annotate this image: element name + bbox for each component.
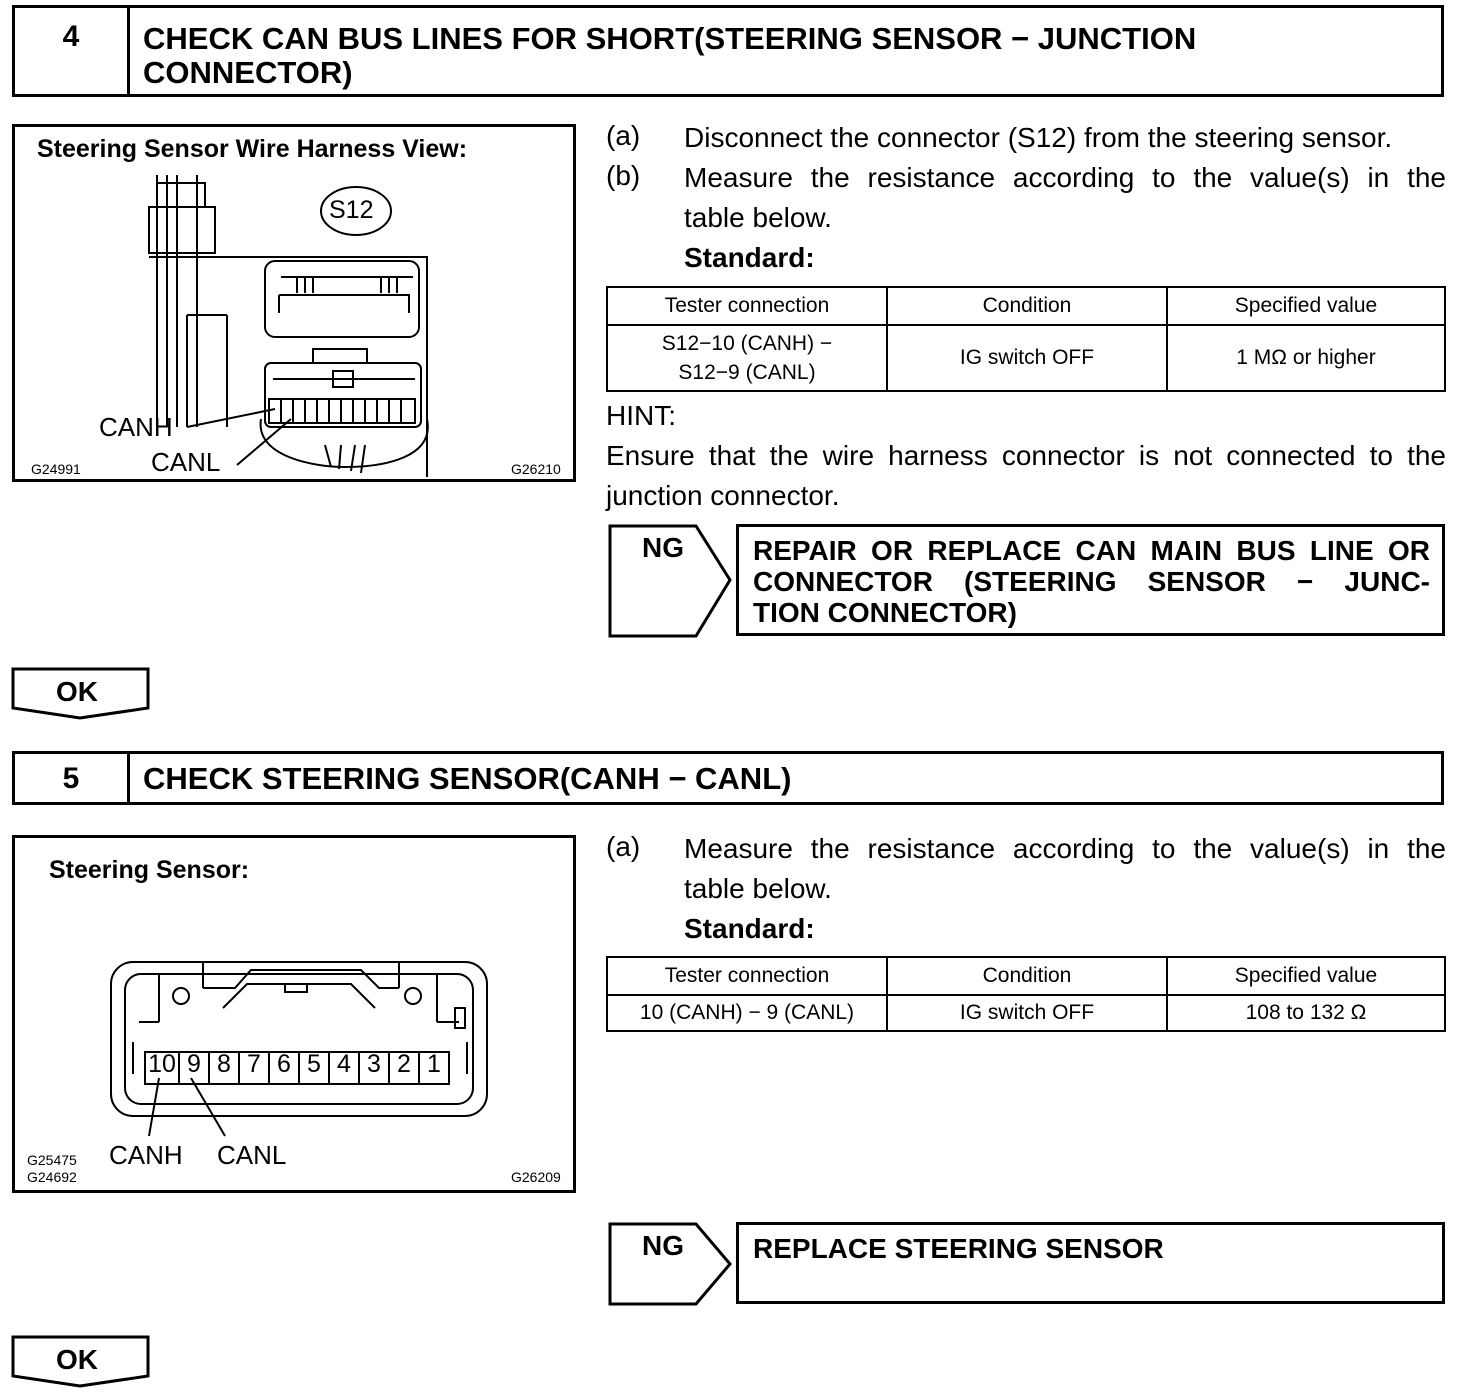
ok-label: OK xyxy=(56,1344,98,1375)
table-header: Condition xyxy=(887,957,1167,995)
step-a-text xyxy=(684,829,1446,909)
table-cell-value: 108 to 132 Ω xyxy=(1167,995,1445,1031)
ng-action-line: REPLACE STEERING SENSOR xyxy=(753,1233,1164,1264)
figure-code-right: G26209 xyxy=(511,1169,561,1185)
figure-code-left: G24692 xyxy=(27,1169,77,1185)
ng-action-box xyxy=(736,524,1445,636)
step-number: 5 xyxy=(15,754,130,802)
step-a-text: Disconnect the connector (S12) from the steering sensor. xyxy=(684,122,1393,153)
pin-number: 1 xyxy=(427,1050,441,1078)
step-title-line: CHECK CAN BUS LINES FOR SHORT(STEERING SENSOR − JUNCTION xyxy=(143,21,1197,56)
ng-action-box xyxy=(736,1222,1445,1304)
table-header-row xyxy=(607,287,1445,325)
step-b-line: table below. xyxy=(684,202,832,233)
pin-number: 5 xyxy=(307,1050,321,1078)
step-title-line: CONNECTOR) xyxy=(143,55,353,90)
figure-code-left: G25475 xyxy=(27,1152,77,1168)
connection-line: S12−9 (CANL) xyxy=(678,361,816,384)
standard-label: Standard: xyxy=(684,242,815,273)
canh-label: CANH xyxy=(109,1140,183,1170)
table-cell-connection xyxy=(607,325,887,391)
figure-code-right: G26210 xyxy=(511,461,561,477)
table-cell-condition: IG switch OFF xyxy=(887,325,1167,391)
table-cell-connection: 10 (CANH) − 9 (CANL) xyxy=(607,995,887,1031)
table-cell-condition: IG switch OFF xyxy=(887,995,1167,1031)
figure-code-left: G24991 xyxy=(31,461,81,477)
ng-label: NG xyxy=(642,1230,684,1261)
step-a-label: (a) xyxy=(606,120,641,151)
table-row xyxy=(607,995,1445,1031)
pin-number: 10 xyxy=(148,1050,176,1078)
step-a-line: Measure the resistance according to the value(s) in the xyxy=(684,833,1446,864)
ng-action-line: REPAIR OR REPLACE CAN MAIN BUS LINE OR xyxy=(753,535,1430,566)
figure-caption: Steering Sensor Wire Harness View: xyxy=(37,135,468,163)
step-a-line: table below. xyxy=(684,873,832,904)
step-title xyxy=(143,22,1431,90)
table-header: Specified value xyxy=(1167,287,1445,325)
pin-number: 9 xyxy=(187,1050,201,1078)
table-header: Specified value xyxy=(1167,957,1445,995)
step5-header xyxy=(12,751,1444,805)
pin-row xyxy=(145,1050,449,1082)
figure-caption: Steering Sensor: xyxy=(49,856,250,884)
hint-text xyxy=(606,436,1446,516)
ng-action-line: TION CONNECTOR) xyxy=(753,597,1017,628)
ok-label: OK xyxy=(56,676,98,707)
connection-line: S12−10 (CANH) − xyxy=(661,332,833,355)
pin-number: 3 xyxy=(367,1050,381,1078)
step-b-text xyxy=(684,158,1446,238)
pin-number: 6 xyxy=(277,1050,291,1078)
canl-label: CANL xyxy=(151,447,221,477)
spec-table xyxy=(606,286,1446,392)
pin-number: 4 xyxy=(337,1050,351,1078)
table-header: Tester connection xyxy=(607,957,887,995)
canh-label: CANH xyxy=(99,412,173,442)
table-header: Tester connection xyxy=(607,287,887,325)
table-header: Condition xyxy=(887,287,1167,325)
step4-header xyxy=(12,5,1444,97)
table-header-row xyxy=(607,957,1445,995)
ng-label: NG xyxy=(642,532,684,563)
pin-number: 7 xyxy=(247,1050,261,1078)
ng-action-line: CONNECTOR (STEERING SENSOR − JUNC- xyxy=(753,566,1430,597)
steering-sensor-figure xyxy=(12,835,576,1193)
step-title: CHECK STEERING SENSOR(CANH − CANL) xyxy=(143,761,792,796)
table-row xyxy=(607,325,1445,391)
spec-table xyxy=(606,956,1446,1032)
steering-sensor-drawing xyxy=(15,838,579,1196)
pin-number: 2 xyxy=(397,1050,411,1078)
table-cell-value: 1 MΩ or higher xyxy=(1167,325,1445,391)
hint-line: junction connector. xyxy=(606,480,840,511)
pin-number: 8 xyxy=(217,1050,231,1078)
hint-line: Ensure that the wire harness connector is not connected to the xyxy=(606,440,1446,471)
step-b-label: (b) xyxy=(606,160,641,191)
step-b-line: Measure the resistance according to the value(s) in the xyxy=(684,162,1446,193)
harness-view-figure xyxy=(12,124,576,482)
canl-label: CANL xyxy=(217,1140,287,1170)
hint-label: HINT: xyxy=(606,400,676,431)
connector-id: S12 xyxy=(329,196,374,224)
step-a-label: (a) xyxy=(606,831,641,862)
step-number: 4 xyxy=(15,8,130,94)
standard-label: Standard: xyxy=(684,913,815,944)
